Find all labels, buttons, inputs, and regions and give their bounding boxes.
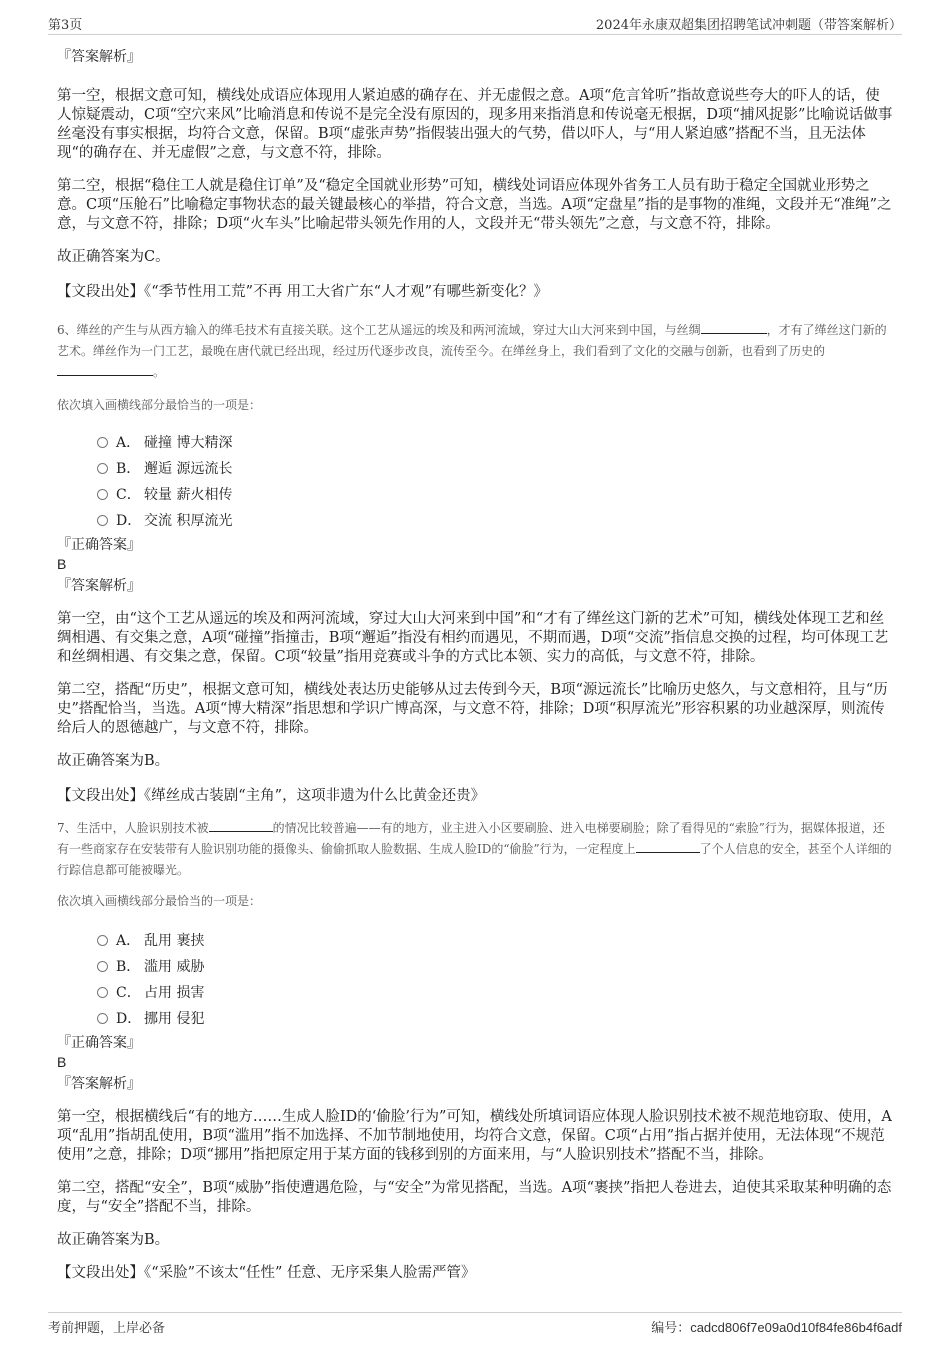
q7-source: 【文段出处】《“采脸”不该太“任性” 任意、无序采集人脸需严管》 — [57, 1265, 476, 1281]
q7-option-a[interactable]: A． 乱用 裹挟 — [97, 928, 893, 954]
radio-icon[interactable] — [97, 489, 108, 500]
q5-conclusion: 故正确答案为C。 — [57, 249, 170, 265]
analysis-label: 『答案解析』 — [57, 1076, 141, 1092]
footer-slogan: 考前押题，上岸必备 — [48, 1321, 166, 1336]
correct-answer-label: 『正确答案』 — [57, 537, 141, 553]
q6-stem: 6、缂丝的产生与从西方输入的缂毛技术有直接关联。这个工艺从遥远的埃及和两河流域，穿过大山大河来到中国，与丝绸 ，才有了缂丝这门新的艺术。缂丝作为一门工艺，最晚在唐代就已经出现，经过历代逐步改良，流传至今。在缂丝身上，我们看到了文化的交融与创新，也看到了历史的。 — [57, 323, 887, 379]
radio-icon[interactable] — [97, 987, 108, 998]
page-header — [48, 12, 902, 35]
page-number: 第3页 — [48, 18, 83, 33]
q7-conclusion: 故正确答案为B。 — [57, 1232, 170, 1248]
q6-analysis-para2: 第二空，搭配“历史”，根据文意可知，横线处表达历史能够从过去传到今天，B项“源远流长”比喻历史悠久，与文意相符，且与“历史”搭配恰当，当选。A项“博大精深”指思想和学识广博高深，与文意不符，排除；D项“积厚流光”形容积累的功业越深厚，则流传给后人的恩德越广，与文意不符，排除。 — [57, 682, 888, 736]
q6-answer: B — [57, 556, 67, 572]
blank-line — [701, 333, 767, 334]
q6-source: 【文段出处】《缂丝成古装剧“主角”，这项非遗为什么比黄金还贵》 — [57, 788, 486, 804]
correct-answer-label: 『正确答案』 — [57, 1035, 141, 1051]
q6-option-d[interactable]: D． 交流 积厚流光 — [97, 508, 893, 534]
q7-analysis-para2: 第二空，搭配“安全”，B项“威胁”指使遭遇危险，与“安全”为常见搭配，当选。A项“裹挟”指把人卷进去，迫使其采取某种明确的态度，与“安全”搭配不当，排除。 — [57, 1180, 892, 1215]
analysis-label: 『答案解析』 — [57, 49, 141, 65]
q6-option-a[interactable]: A． 碰撞 博大精深 — [97, 430, 893, 456]
analysis-label: 『答案解析』 — [57, 578, 141, 594]
q7-options — [57, 928, 893, 1032]
q7-stem: 7、生活中，人脸识别技术被 的情况比较普遍——有的地方，业主进入小区要刷脸、进入电梯要刷脸；除了看得见的“索脸”行为，据媒体报道，还有一些商家存在安装带有人脸识别功能的摄像头、偷偷抓取人脸数据、生成人脸ID的“偷脸”行为，一定程度上 了个人信息的安全，甚至个人详细的行踪信息都可能被曝光。 — [57, 821, 892, 877]
q5-analysis-para1: 第一空，根据文意可知，横线处成语应体现用人紧迫感的确存在、并无虚假之意。A项“危言耸听”指故意说些夸大的吓人的话，使人惊疑震动，C项“空穴来风”比喻消息和传说不是完全没有原因的，现多用来指消息和传说毫无根据，D项“捕风捉影”比喻说话做事丝毫没有事实根据，均符合文意，保留。B项“虚张声势”指假装出强大的气势，借以吓人，与“用人紧迫感”搭配不当，且无法体现“的确存在、并无虚假”之意，与文意不符，排除。 — [57, 88, 893, 161]
radio-icon[interactable] — [97, 1013, 108, 1024]
radio-icon[interactable] — [97, 961, 108, 972]
radio-icon[interactable] — [97, 463, 108, 474]
q7-option-d[interactable]: D． 挪用 侵犯 — [97, 1006, 893, 1032]
document-title: 2024年永康双超集团招聘笔试冲刺题（带答案解析） — [595, 18, 902, 33]
radio-icon[interactable] — [97, 935, 108, 946]
q7-analysis-para1: 第一空，根据横线后“有的地方……生成人脸ID的‘偷脸’行为”可知，横线处所填词语应体现人脸识别技术被不规范地窃取、使用，A项“乱用”指胡乱使用，B项“滥用”指不加选择、不加节制地使用，均符合文意，保留。C项“占用”指占据并使用，无法体现“不规范使用”之意，排除；D项“挪用”指把原定用于某方面的钱移到别的方面来用，与“人脸识别技术”搭配不当，排除。 — [57, 1109, 892, 1163]
blank-line — [57, 375, 153, 376]
q6-analysis-para1: 第一空，由“这个工艺从遥远的埃及和两河流域，穿过大山大河来到中国”和“才有了缂丝这门新的艺术”可知，横线处体现工艺和丝绸相遇、有交集之意，A项“碰撞”指撞击，B项“邂逅”指没有相约而遇见，不期而遇，D项“交流”指信息交换的过程，均可体现工艺和丝绸相遇、有交集之意，保留。C项“较量”指用竞赛或斗争的方式比本领、实力的高低，与文意不符，排除。 — [57, 611, 889, 665]
q7-answer: B — [57, 1054, 67, 1070]
q7-prompt: 依次填入画横线部分最恰当的一项是： — [57, 894, 262, 908]
q7-option-c[interactable]: C． 占用 损害 — [97, 980, 893, 1006]
radio-icon[interactable] — [97, 437, 108, 448]
q5-analysis-para2: 第二空，根据“稳住工人就是稳住订单”及“稳定全国就业形势”可知，横线处词语应体现外省务工人员有助于稳定全国就业形势之意。C项“压舱石”比喻稳定事物状态的最关键最核心的举措，符合文意，当选。A项“定盘星”指的是事物的准绳，文段并无“准绳”之意，与文意不符，排除；D项“火车头”比喻起带头领先作用的人，文段并无“带头领先”之意，与文意不符，排除。 — [57, 178, 892, 232]
blank-line — [636, 852, 700, 853]
q6-option-b[interactable]: B． 邂逅 源远流长 — [97, 456, 893, 482]
q5-source: 【文段出处】《“季节性用工荒”不再 用工大省广东“人才观”有哪些新变化？》 — [57, 284, 549, 300]
q6-conclusion: 故正确答案为B。 — [57, 753, 170, 769]
radio-icon[interactable] — [97, 515, 108, 526]
q6-option-c[interactable]: C． 较量 薪火相传 — [97, 482, 893, 508]
main-content — [57, 44, 893, 1283]
page-footer — [48, 1312, 902, 1336]
q7-option-b[interactable]: B． 滥用 威胁 — [97, 954, 893, 980]
blank-line — [209, 831, 273, 832]
q6-options — [57, 430, 893, 534]
document-id: 编号：cadcd806f7e09a0d10f84fe86b4f6adf — [651, 1320, 902, 1335]
q6-prompt: 依次填入画横线部分最恰当的一项是： — [57, 398, 262, 412]
